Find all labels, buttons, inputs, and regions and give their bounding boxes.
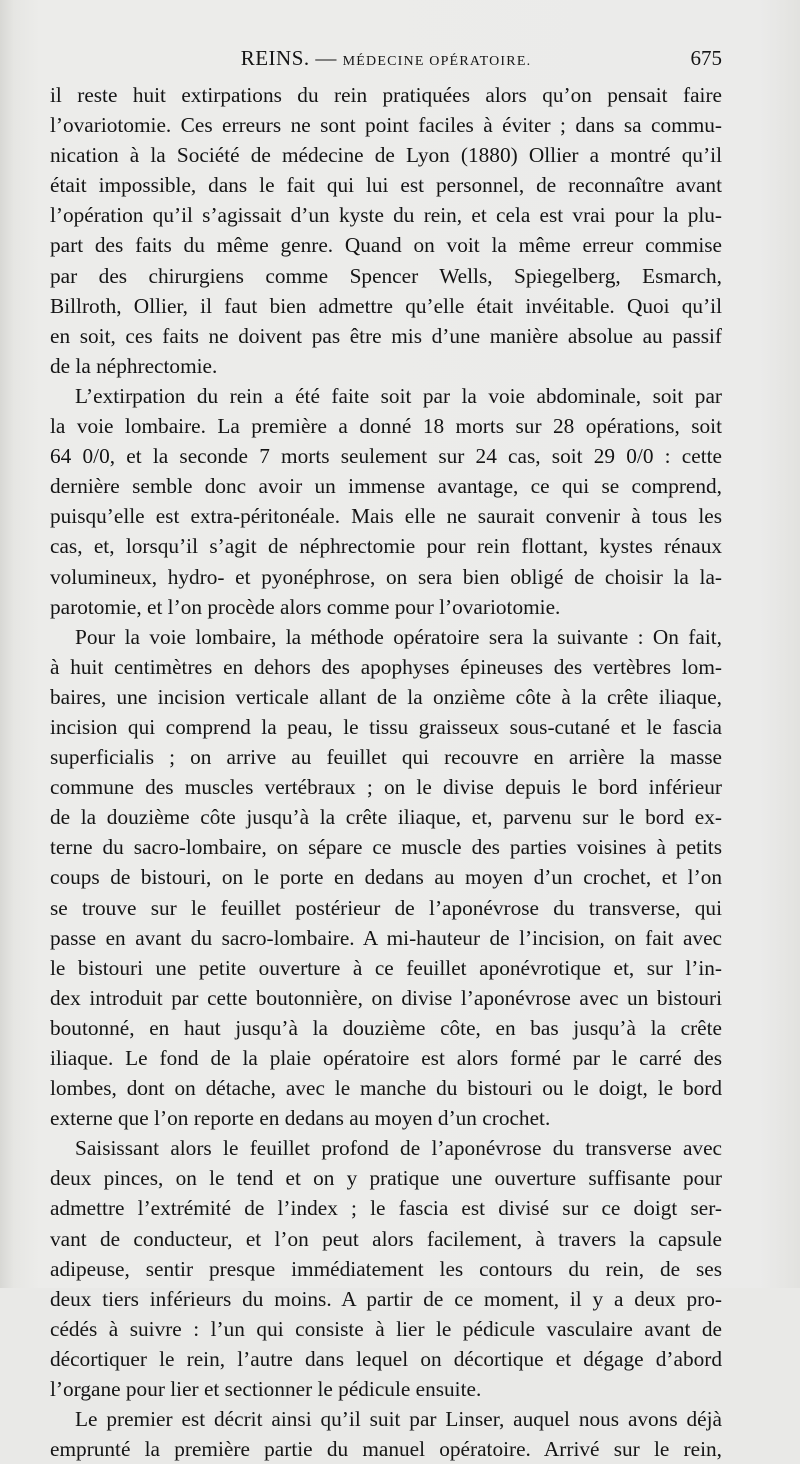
text-line: superficialis ; on arrive au feuillet qui recouvre en arrière la masse — [50, 745, 722, 770]
text-line: se trouve sur le feuillet postérieur de l’aponévrose du transverse, qui — [50, 895, 722, 920]
text-line: L’extirpation du rein a été faite soit par la voie abdominale, soit par — [75, 383, 722, 408]
page-number: 675 — [690, 46, 722, 70]
text-line: passe en avant du sacro-lombaire. A mi-hauteur de l’incision, on fait avec — [50, 925, 722, 950]
text-line: part des faits du même genre. Quand on voit la même erreur commise — [50, 233, 722, 258]
text-line: externe que l’on reporte en dedans au moyen d’un crochet. — [50, 1106, 551, 1131]
text-line: Billroth, Ollier, il faut bien admettre qu’elle était invéitable. Quoi qu’il — [50, 293, 722, 318]
text-line: coups de bistouri, on le porte en dedans au moyen d’un crochet, et l’on — [50, 865, 722, 890]
text-line: la voie lombaire. La première a donné 18 morts sur 28 opérations, soit — [50, 414, 722, 439]
text-line: l’organe pour lier et sectionner le pédicule ensuite. — [50, 1377, 482, 1402]
running-title-subtitle: MÉDECINE OPÉRATOIRE. — [342, 54, 532, 69]
running-header — [50, 44, 722, 74]
text-line: 64 0/0, et la seconde 7 morts seulement sur 24 cas, soit 29 0/0 : cette — [50, 444, 722, 469]
text-line: emprunté la première partie du manuel opératoire. Arrivé sur le rein, — [50, 1437, 722, 1462]
text-line: incision qui comprend la peau, le tissu graisseux sous-cutané et le fascia — [50, 714, 722, 739]
text-line: l’opération qu’il s’agissait d’un kyste du rein, et cela est vrai pour la plu- — [50, 203, 722, 228]
running-title-separator: — — [315, 46, 337, 70]
text-line: dex introduit par cette boutonnière, on divise l’aponévrose avec un bistouri — [50, 985, 722, 1010]
text-line: iliaque. Le fond de la plaie opératoire est alors formé par le carré des — [50, 1046, 722, 1070]
text-line: terne du sacro-lombaire, on sépare ce muscle des parties voisines à petits — [50, 835, 722, 860]
text-line: adipeuse, sentir presque immédiatement les contours du rein, de ses — [50, 1256, 722, 1281]
text-line: deux tiers inférieurs du moins. A partir de ce moment, il y a deux pro- — [50, 1286, 722, 1311]
text-line: puisqu’elle est extra-péritonéale. Mais elle ne saurait convenir à tous les — [50, 504, 722, 529]
text-line: cas, et, lorsqu’il s’agit de néphrectomie pour rein flottant, kystes rénaux — [50, 534, 722, 559]
body-text — [50, 80, 722, 1464]
text-line: dernière semble donc avoir un immense avantage, ce qui se comprend, — [50, 474, 722, 499]
text-line: en soit, ces faits ne doivent pas être mis d’une manière absolue au passif — [50, 323, 722, 348]
text-line: admettre l’extrémité de l’index ; le fascia est divisé sur ce doigt ser- — [50, 1196, 722, 1221]
text-line: Saisissant alors le feuillet profond de l’aponévrose du transverse avec — [75, 1136, 722, 1161]
text-line: décortiquer le rein, l’autre dans lequel on décortique et dégage d’abord — [50, 1346, 722, 1371]
text-line: à huit centimètres en dehors des apophyses épineuses des vertèbres lom- — [50, 654, 722, 679]
paragraph — [50, 381, 722, 622]
text-line: volumineux, hydro- et pyonéphrose, on sera bien obligé de choisir la la- — [50, 564, 722, 589]
text-line: il reste huit extirpations du rein pratiquées alors qu’on pensait faire — [50, 83, 722, 107]
running-title — [50, 46, 722, 71]
text-line: l’ovariotomie. Ces erreurs ne sont point faciles à éviter ; dans sa commu- — [50, 113, 722, 138]
text-line: de la douzième côte jusqu’à la crête iliaque, et, parvenu sur le bord ex- — [50, 805, 722, 830]
text-line: lombes, dont on détache, avec le manche du bistouri ou le doigt, le bord — [50, 1076, 722, 1101]
text-line: baires, une incision verticale allant de la onzième côte à la crête iliaque, — [50, 684, 722, 709]
text-line: vant de conducteur, et l’on peut alors facilement, à travers la capsule — [50, 1226, 722, 1251]
text-line: cédés à suivre : l’un qui consiste à lier le pédicule vasculaire avant de — [50, 1316, 722, 1341]
text-line: était impossible, dans le fait qui lui est personnel, de reconnaître avant — [50, 173, 722, 198]
text-line: Le premier est décrit ainsi qu’il suit par Linser, auquel nous avons déjà — [75, 1407, 722, 1432]
paragraph — [50, 1404, 722, 1464]
text-line: commune des muscles vertébraux ; on le divise depuis le bord inférieur — [50, 775, 722, 800]
paragraph — [50, 622, 722, 1134]
paragraph — [50, 1133, 722, 1404]
text-line: boutonné, en haut jusqu’à la douzième côte, en bas jusqu’à la crête — [50, 1015, 722, 1040]
text-line: Pour la voie lombaire, la méthode opératoire sera la suivante : On fait, — [75, 624, 722, 649]
text-line: par des chirurgiens comme Spencer Wells, Spiegelberg, Esmarch, — [50, 263, 722, 288]
text-line: de la néphrectomie. — [50, 353, 218, 378]
paragraph — [50, 80, 722, 381]
running-title-main: REINS. — [240, 46, 310, 70]
text-line: nication à la Société de médecine de Lyon (1880) Ollier a montré qu’il — [50, 143, 722, 168]
text-line: le bistouri une petite ouverture à ce feuillet aponévrotique et, sur l’in- — [50, 955, 722, 980]
text-line: parotomie, et l’on procède alors comme pour l’ovariotomie. — [50, 594, 561, 619]
text-line: deux pinces, on le tend et on y pratique une ouverture suffisante pour — [50, 1166, 722, 1191]
